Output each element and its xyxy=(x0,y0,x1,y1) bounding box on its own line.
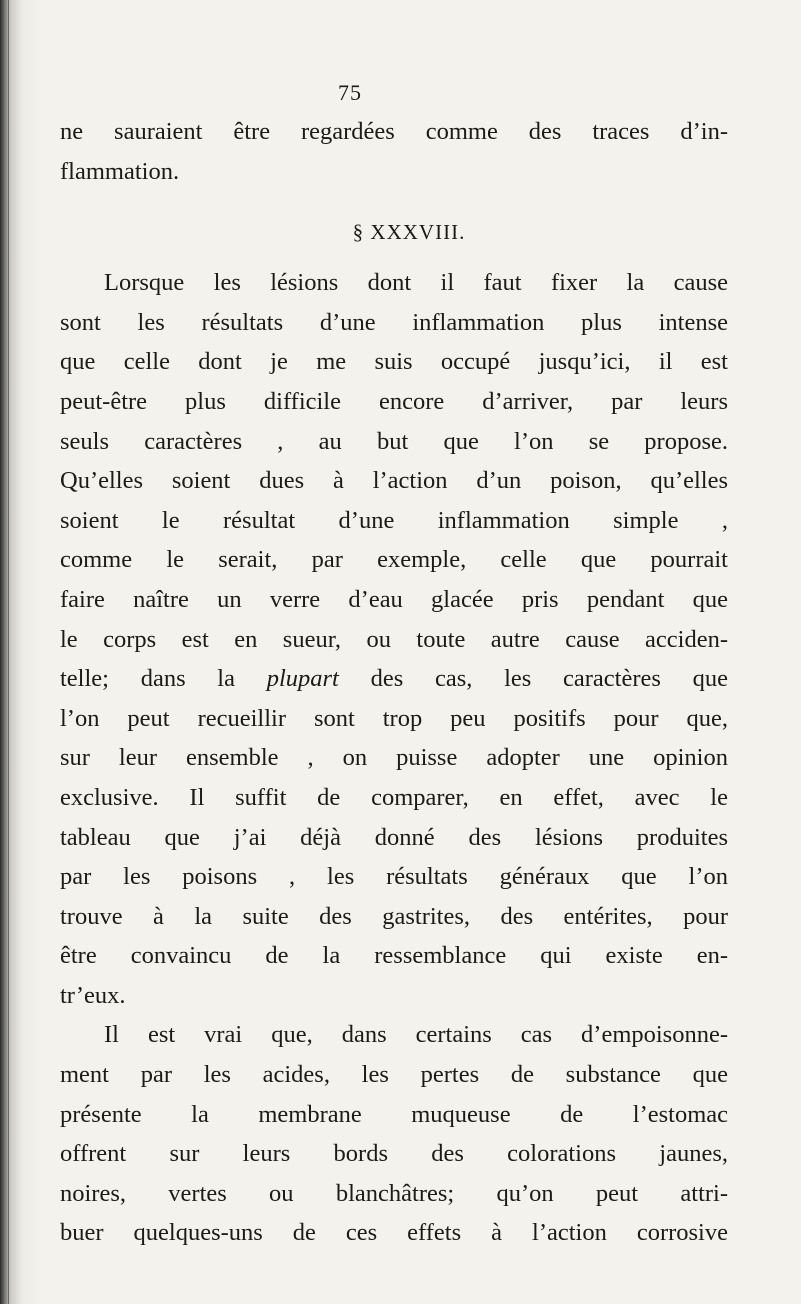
text-line: tableau que j’ai déjà donné des lésions produites xyxy=(60,823,728,851)
text-line: sur leur ensemble , on puisse adopter une opinion xyxy=(60,744,728,772)
text-line: présente la membrane muqueuse de l’estomac xyxy=(60,1100,728,1128)
text-line: noires, vertes ou blanchâtres; qu’on peut attri- xyxy=(60,1179,728,1207)
text-line: tr’eux. xyxy=(60,981,126,1009)
text-line: peut-être plus difficile encore d’arriver, par leurs xyxy=(60,387,728,415)
text-line-with-italic xyxy=(60,659,728,699)
text-fragment: telle; dans la xyxy=(60,665,267,693)
text-line: ne sauraient être regardées comme des traces d’in- xyxy=(60,118,728,145)
text-line: par les poisons , les résultats généraux que l’on xyxy=(60,863,728,891)
page-binding-shadow xyxy=(0,0,42,1304)
text-fragment: des cas, les caractères que xyxy=(338,665,729,693)
binding-edge-line xyxy=(8,0,9,1304)
text-line: ment par les acides, les pertes de substance que xyxy=(60,1061,728,1089)
text-line: exclusive. Il suffit de comparer, en effet, avec le xyxy=(60,783,728,811)
text-line: comme le serait, par exemple, celle que pourrait xyxy=(60,546,728,574)
text-line: Il est vrai que, dans certains cas d’empoisonne- xyxy=(104,1021,728,1049)
text-line: Lorsque les lésions dont il faut fixer la cause xyxy=(104,269,728,297)
text-line: soient le résultat d’une inflammation simple , xyxy=(60,506,728,534)
text-line: l’on peut recueillir sont trop peu positifs pour que, xyxy=(60,704,728,732)
text-line: offrent sur leurs bords des colorations jaunes, xyxy=(60,1140,728,1168)
body-text xyxy=(60,112,728,1253)
text-line: que celle dont je me suis occupé jusqu’ici, il est xyxy=(60,348,728,376)
text-line: seuls caractères , au but que l’on se propose. xyxy=(60,427,728,455)
text-line: flammation. xyxy=(60,157,180,185)
text-line: buer quelques-uns de ces effets à l’action corrosive xyxy=(60,1219,728,1247)
section-title: § XXXVIII. xyxy=(352,220,466,245)
text-line: faire naître un verre d’eau glacée pris pendant que xyxy=(60,585,728,613)
text-line: trouve à la suite des gastrites, des entérites, pour xyxy=(60,902,728,930)
text-line: sont les résultats d’une inflammation plus intense xyxy=(60,308,728,336)
text-line: Qu’elles soient dues à l’action d’un poison, qu’elles xyxy=(60,467,728,495)
italic-word: plupart xyxy=(266,665,339,693)
page-number: 75 xyxy=(338,80,362,105)
text-line: être convaincu de la ressemblance qui existe en- xyxy=(60,942,728,970)
text-line: le corps est en sueur, ou toute autre cause acciden- xyxy=(60,625,728,653)
